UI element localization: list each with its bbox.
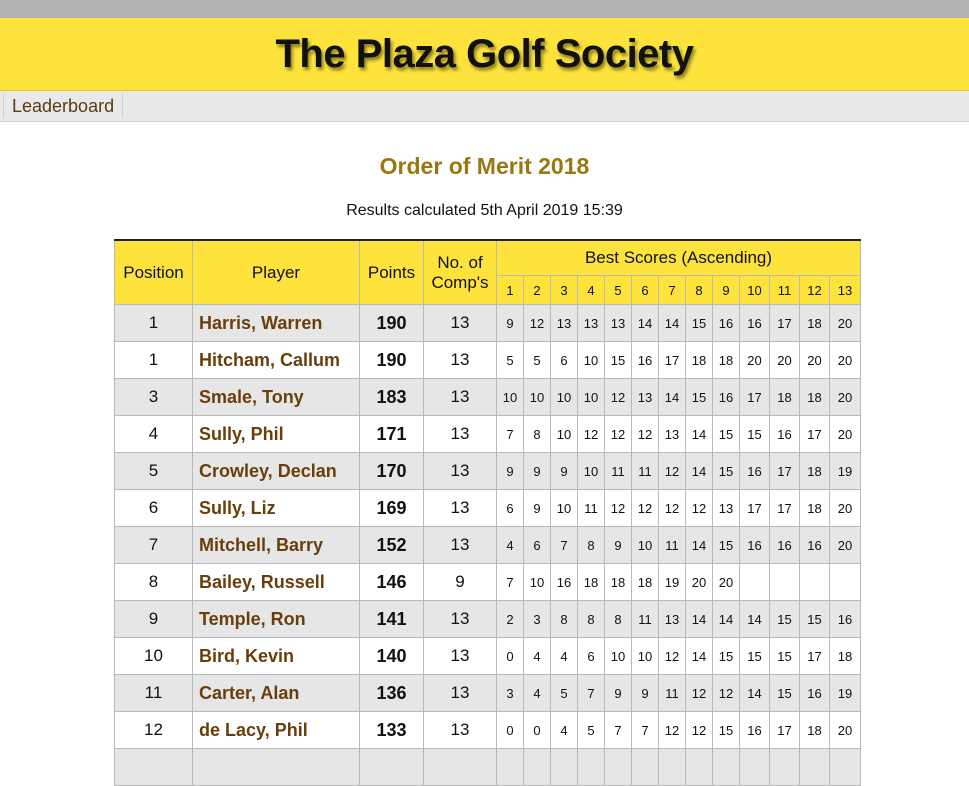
position-cell: 5 (115, 453, 193, 490)
score-cell: 7 (551, 527, 578, 564)
score-cell: 10 (578, 453, 605, 490)
score-cell: 12 (659, 712, 686, 749)
score-col-header: 3 (551, 276, 578, 305)
score-cell: 13 (713, 490, 740, 527)
score-cell: 3 (524, 601, 551, 638)
comps-cell: 13 (424, 342, 497, 379)
score-cell: 13 (551, 305, 578, 342)
score-col-header: 6 (632, 276, 659, 305)
table-row (115, 675, 861, 712)
comps-cell: 13 (424, 416, 497, 453)
score-cell: 11 (659, 527, 686, 564)
comps-cell: 13 (424, 675, 497, 712)
col-header-comps-line2: Comp's (431, 272, 489, 292)
score-cell: 18 (800, 712, 830, 749)
score-cell: 10 (497, 379, 524, 416)
position-cell: 8 (115, 564, 193, 601)
score-cell: 3 (497, 675, 524, 712)
comps-cell: 9 (424, 564, 497, 601)
score-cell: 18 (830, 638, 861, 675)
score-col-header: 1 (497, 276, 524, 305)
col-header-best-scores: Best Scores (Ascending) (497, 240, 861, 276)
score-cell (830, 749, 861, 786)
table-row (115, 712, 861, 749)
score-cell: 13 (659, 601, 686, 638)
score-cell: 12 (686, 675, 713, 712)
score-cell: 17 (659, 342, 686, 379)
position-cell: 12 (115, 712, 193, 749)
score-cell: 10 (605, 638, 632, 675)
score-cell: 12 (605, 379, 632, 416)
site-title: The Plaza Golf Society (275, 31, 694, 76)
score-cell: 8 (551, 601, 578, 638)
score-cell: 13 (578, 305, 605, 342)
player-link[interactable]: Bird, Kevin (193, 638, 360, 675)
score-cell: 10 (524, 564, 551, 601)
score-cell: 2 (497, 601, 524, 638)
table-row (115, 305, 861, 342)
table-row (115, 564, 861, 601)
position-cell: 11 (115, 675, 193, 712)
col-header-position: Position (115, 240, 193, 305)
score-cell: 7 (497, 564, 524, 601)
score-cell: 17 (770, 490, 800, 527)
score-cell: 15 (713, 453, 740, 490)
score-cell: 10 (578, 342, 605, 379)
score-cell: 16 (740, 305, 770, 342)
score-cell: 7 (605, 712, 632, 749)
score-cell: 9 (524, 453, 551, 490)
col-header-points: Points (360, 240, 424, 305)
score-cell (659, 749, 686, 786)
score-cell: 9 (632, 675, 659, 712)
comps-cell: 13 (424, 490, 497, 527)
score-cell: 9 (524, 490, 551, 527)
score-cell: 18 (800, 490, 830, 527)
score-cell: 18 (686, 342, 713, 379)
score-cell: 4 (524, 638, 551, 675)
player-link[interactable]: Bailey, Russell (193, 564, 360, 601)
score-cell (800, 749, 830, 786)
score-cell: 15 (605, 342, 632, 379)
points-cell: 136 (360, 675, 424, 712)
score-col-header: 4 (578, 276, 605, 305)
score-cell: 12 (659, 490, 686, 527)
player-link[interactable]: Crowley, Declan (193, 453, 360, 490)
score-cell: 9 (605, 675, 632, 712)
score-cell: 6 (578, 638, 605, 675)
score-col-header: 8 (686, 276, 713, 305)
score-cell: 12 (605, 416, 632, 453)
score-cell: 7 (497, 416, 524, 453)
comps-cell: 13 (424, 453, 497, 490)
score-cell: 16 (770, 416, 800, 453)
score-cell: 13 (632, 379, 659, 416)
score-col-header: 12 (800, 276, 830, 305)
score-cell: 9 (497, 305, 524, 342)
position-cell: 10 (115, 638, 193, 675)
player-link[interactable]: Sully, Phil (193, 416, 360, 453)
points-cell: 133 (360, 712, 424, 749)
score-cell (524, 749, 551, 786)
position-cell: 1 (115, 342, 193, 379)
table-row (115, 601, 861, 638)
comps-cell: 13 (424, 305, 497, 342)
score-cell: 16 (740, 712, 770, 749)
table-row (115, 527, 861, 564)
score-cell: 20 (800, 342, 830, 379)
score-cell: 14 (686, 638, 713, 675)
score-cell (800, 564, 830, 601)
score-cell: 18 (770, 379, 800, 416)
score-cell: 14 (659, 379, 686, 416)
position-cell: 9 (115, 601, 193, 638)
score-cell: 16 (740, 453, 770, 490)
score-cell: 20 (740, 342, 770, 379)
score-cell (713, 749, 740, 786)
score-cell: 18 (800, 379, 830, 416)
score-cell: 12 (632, 416, 659, 453)
score-cell: 10 (578, 379, 605, 416)
results-calculated-text: Results calculated 5th April 2019 15:39 (346, 202, 623, 219)
score-cell: 11 (632, 601, 659, 638)
score-cell: 16 (713, 379, 740, 416)
score-cell: 12 (659, 638, 686, 675)
score-cell: 11 (605, 453, 632, 490)
score-cell (578, 749, 605, 786)
score-cell: 18 (800, 453, 830, 490)
points-cell: 169 (360, 490, 424, 527)
comps-cell: 13 (424, 379, 497, 416)
score-cell: 0 (524, 712, 551, 749)
score-cell: 5 (578, 712, 605, 749)
points-cell: 146 (360, 564, 424, 601)
table-body (115, 305, 861, 786)
score-col-header: 2 (524, 276, 551, 305)
score-cell: 20 (830, 490, 861, 527)
score-cell: 12 (524, 305, 551, 342)
score-cell: 10 (632, 638, 659, 675)
score-cell: 14 (686, 416, 713, 453)
score-cell: 11 (632, 453, 659, 490)
score-cell: 6 (497, 490, 524, 527)
score-cell: 20 (713, 564, 740, 601)
position-cell: 4 (115, 416, 193, 453)
comps-cell: 13 (424, 527, 497, 564)
score-cell: 17 (800, 638, 830, 675)
score-cell (770, 564, 800, 601)
position-cell: 1 (115, 305, 193, 342)
score-cell: 7 (632, 712, 659, 749)
points-cell: 170 (360, 453, 424, 490)
score-cell: 9 (605, 527, 632, 564)
score-cell: 20 (686, 564, 713, 601)
score-cell: 15 (740, 416, 770, 453)
score-cell: 6 (551, 342, 578, 379)
score-cell: 4 (551, 638, 578, 675)
score-cell (497, 749, 524, 786)
points-cell: 152 (360, 527, 424, 564)
score-cell (830, 564, 861, 601)
score-cell: 20 (830, 527, 861, 564)
score-cell: 17 (770, 453, 800, 490)
score-cell: 17 (770, 712, 800, 749)
score-cell: 5 (524, 342, 551, 379)
points-cell: 190 (360, 342, 424, 379)
score-col-header: 11 (770, 276, 800, 305)
comps-cell: 13 (424, 638, 497, 675)
score-cell: 14 (740, 601, 770, 638)
score-cell: 18 (800, 305, 830, 342)
score-cell: 15 (740, 638, 770, 675)
leaderboard-table (114, 239, 861, 786)
position-cell (115, 749, 193, 786)
score-cell: 14 (632, 305, 659, 342)
score-cell: 14 (740, 675, 770, 712)
score-cell: 20 (830, 416, 861, 453)
score-cell: 8 (578, 527, 605, 564)
col-header-player: Player (193, 240, 360, 305)
player-link[interactable] (193, 749, 360, 786)
table-row (115, 342, 861, 379)
col-header-comps (424, 240, 497, 305)
table-header (115, 240, 861, 305)
score-cell (770, 749, 800, 786)
score-cell: 15 (800, 601, 830, 638)
score-cell: 6 (524, 527, 551, 564)
col-header-comps-line1: No. of (437, 252, 483, 272)
table-row (115, 416, 861, 453)
score-cell: 18 (578, 564, 605, 601)
score-cell: 17 (800, 416, 830, 453)
score-cell: 12 (605, 490, 632, 527)
score-cell: 10 (524, 379, 551, 416)
site-banner (0, 18, 969, 91)
score-cell: 7 (578, 675, 605, 712)
score-cell: 12 (686, 712, 713, 749)
score-cell: 15 (686, 379, 713, 416)
points-cell: 183 (360, 379, 424, 416)
score-cell: 15 (770, 638, 800, 675)
browser-top-strip (0, 0, 969, 18)
score-cell (632, 749, 659, 786)
position-cell: 3 (115, 379, 193, 416)
score-cell: 14 (686, 527, 713, 564)
score-cell: 11 (578, 490, 605, 527)
score-cell: 15 (770, 675, 800, 712)
player-link[interactable]: Temple, Ron (193, 601, 360, 638)
player-link[interactable]: de Lacy, Phil (193, 712, 360, 749)
score-cell: 11 (659, 675, 686, 712)
score-cell: 0 (497, 638, 524, 675)
score-cell: 20 (830, 379, 861, 416)
points-cell: 171 (360, 416, 424, 453)
score-cell: 16 (551, 564, 578, 601)
player-link[interactable]: Sully, Liz (193, 490, 360, 527)
score-col-header: 13 (830, 276, 861, 305)
score-cell: 13 (659, 416, 686, 453)
page-title: Order of Merit 2018 (379, 153, 590, 179)
score-col-header: 9 (713, 276, 740, 305)
score-cell: 16 (740, 527, 770, 564)
score-cell: 16 (632, 342, 659, 379)
nav-tab-leaderboard[interactable]: Leaderboard (3, 94, 123, 118)
points-cell (360, 749, 424, 786)
score-cell: 12 (632, 490, 659, 527)
score-cell: 15 (713, 416, 740, 453)
score-cell: 14 (686, 601, 713, 638)
score-cell: 12 (659, 453, 686, 490)
score-cell: 15 (713, 712, 740, 749)
table-row (115, 749, 861, 786)
nav-bar (0, 91, 969, 122)
score-cell: 18 (713, 342, 740, 379)
points-cell: 141 (360, 601, 424, 638)
score-cell: 15 (770, 601, 800, 638)
score-cell: 18 (605, 564, 632, 601)
score-cell: 5 (551, 675, 578, 712)
score-cell (740, 749, 770, 786)
comps-cell: 13 (424, 712, 497, 749)
position-cell: 7 (115, 527, 193, 564)
score-cell: 14 (686, 453, 713, 490)
score-cell: 16 (800, 675, 830, 712)
score-cell: 20 (770, 342, 800, 379)
player-link[interactable]: Smale, Tony (193, 379, 360, 416)
score-cell: 8 (524, 416, 551, 453)
score-cell: 9 (551, 453, 578, 490)
score-cell: 19 (659, 564, 686, 601)
player-link[interactable]: Hitcham, Callum (193, 342, 360, 379)
score-cell: 13 (605, 305, 632, 342)
score-cell: 19 (830, 453, 861, 490)
player-link[interactable]: Harris, Warren (193, 305, 360, 342)
score-cell: 10 (551, 490, 578, 527)
score-cell: 20 (830, 712, 861, 749)
score-cell: 15 (713, 527, 740, 564)
score-cell: 14 (713, 601, 740, 638)
score-col-header: 5 (605, 276, 632, 305)
score-cell: 4 (497, 527, 524, 564)
player-link[interactable]: Carter, Alan (193, 675, 360, 712)
score-cell: 16 (770, 527, 800, 564)
position-cell: 6 (115, 490, 193, 527)
score-cell: 16 (800, 527, 830, 564)
score-cell: 4 (551, 712, 578, 749)
score-cell (740, 564, 770, 601)
points-cell: 190 (360, 305, 424, 342)
comps-cell: 13 (424, 601, 497, 638)
points-cell: 140 (360, 638, 424, 675)
comps-cell (424, 749, 497, 786)
score-cell: 19 (830, 675, 861, 712)
table-row (115, 638, 861, 675)
score-cell (605, 749, 632, 786)
score-cell: 10 (632, 527, 659, 564)
score-cell: 14 (659, 305, 686, 342)
score-cell: 12 (578, 416, 605, 453)
score-cell: 10 (551, 379, 578, 416)
score-cell: 0 (497, 712, 524, 749)
score-cell: 20 (830, 305, 861, 342)
score-cell: 17 (740, 490, 770, 527)
score-cell: 16 (713, 305, 740, 342)
score-cell: 15 (713, 638, 740, 675)
score-cell: 9 (497, 453, 524, 490)
score-cell: 10 (551, 416, 578, 453)
table-row (115, 453, 861, 490)
score-cell: 16 (830, 601, 861, 638)
score-cell: 20 (830, 342, 861, 379)
score-col-header: 10 (740, 276, 770, 305)
score-cell: 4 (524, 675, 551, 712)
score-cell (551, 749, 578, 786)
score-col-header: 7 (659, 276, 686, 305)
table-row (115, 379, 861, 416)
score-cell (686, 749, 713, 786)
score-cell: 15 (686, 305, 713, 342)
player-link[interactable]: Mitchell, Barry (193, 527, 360, 564)
table-row (115, 490, 861, 527)
score-cell: 12 (686, 490, 713, 527)
score-cell: 8 (605, 601, 632, 638)
score-cell: 8 (578, 601, 605, 638)
score-cell: 12 (713, 675, 740, 712)
score-cell: 5 (497, 342, 524, 379)
score-cell: 18 (632, 564, 659, 601)
score-cell: 17 (740, 379, 770, 416)
score-cell: 17 (770, 305, 800, 342)
